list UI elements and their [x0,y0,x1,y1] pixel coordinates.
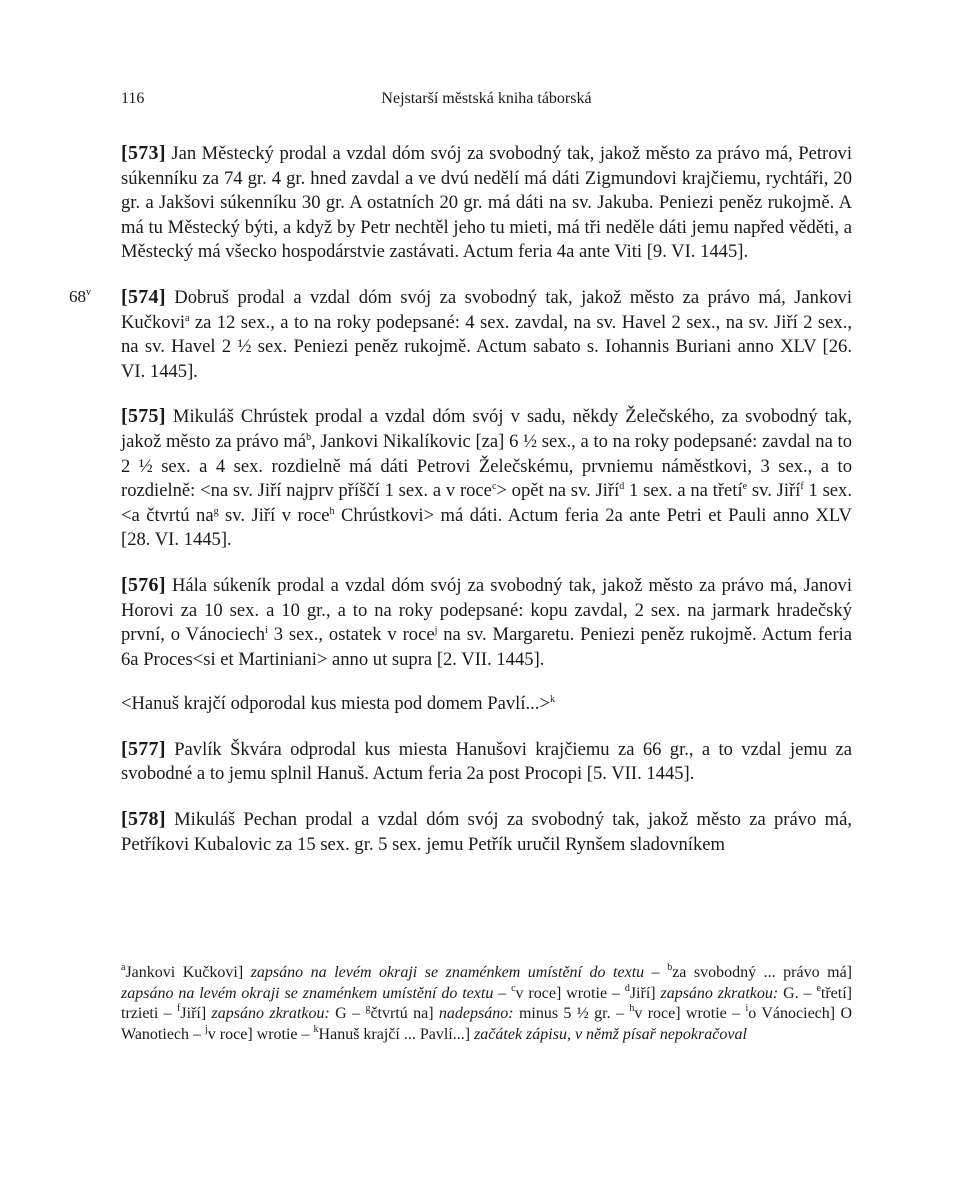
footnote-marker: j [205,1023,208,1035]
entry-text: Hála súkeník prodal a vzdal dóm svój za svobodný tak, jakož město za právo má, Janovi Horovi za 10 sex. a 10 gr., a to na roky podepsané: kopu zavdal, 2 sex. na jarmark hradečský první, o Vánociech$^i$ 3 sex., ostatek v roce$^j$ na sv. Margaretu. Peniezi peněz rukojmě. Actum feria 6a Proces<si et Martiniani> anno ut supra [2. VII. 1445]. [121,574,852,670]
entry-text: Mikuláš Chrústek prodal a vzdal dóm svój v sadu, někdy Želečského, za svobodný tak, jakož město za právo $má^b$, Jankovi Nikalíkovic [za] 6 ½ sex., a to na roky podepsané: zavdal na to 2 ½ sex. a 4 sex. rozdielně má dáti Petrovi Želečskému, prvniemu náměstkovi, 3 sex., a to rozdielně: <na sv. Jiří najprv příščí 1 sex. a v roce$^c$> opět na sv. Jiří$^d$ 1 sex. a na třetí$^e$ sv. Jiří$^f$ 1 sex. <a čtvrtú $na^g$ sv. Jiří v roce$^h$ Chrústkovi> má dáti. Actum feria 2a ante Petri et Pauli anno XLV [28. VI. 1445]. [121,406,852,551]
footnote-editorial-note: zapsáno na levém okraji se znaménkem umístění do textu [121,984,494,1002]
footnote-ref: k [549,694,555,706]
footnote-text: za svobodný ... právo má] [672,964,853,981]
footnote-ref: g [213,505,219,517]
footnote-text: třetí] trzieti – [121,984,852,1023]
entry-number: [577] [121,737,166,760]
footnote-marker: k [313,1023,319,1035]
footnote-ref: j [434,625,438,637]
footnote-ref: h [329,505,335,517]
footnote-text: čtvrtú na] [370,1005,439,1023]
footnotes [121,963,852,1045]
footnote-text: G – [329,1005,366,1023]
entry-number: [574] [121,285,166,308]
footnote-editorial-note: nadepsáno: [438,1005,514,1023]
footnote-text: – [493,984,512,1002]
main-text [69,141,853,877]
unfinished-entry: <Hanuš krajčí odporodal kus miesta pod domem Pavlí...>$^k$ [121,693,555,715]
footnote-marker: c [511,982,516,994]
entry-text: Mikuláš Pechan prodal a vzdal dóm svój za svobodný tak, jakož město za právo má, Petříkovi Kubalovic za 15 sex. gr. 5 sex. jemu Petřík uručil Rynšem sladovníkem [121,809,852,855]
footnote-marker: g [365,1003,371,1015]
footnote-ref: a [185,312,190,324]
footnote-text: v roce] wrotie – [634,1005,746,1023]
entry-576 [121,573,852,672]
footnote-text: v roce] wrotie – [515,984,625,1002]
footnote-text: minus 5 ½ gr. – [513,1005,630,1023]
footnote-ref: b [306,431,312,443]
footnote-text: o Vánociech] O Wanotiech – [121,1005,853,1043]
footnote-ref: i [265,625,268,637]
footnote-marker: i [745,1003,749,1015]
footnote-ref: f [800,481,804,493]
entry-573 [121,141,852,265]
footnote-marker: h [629,1003,635,1015]
entry-text: Pavlík Škvára odprodal kus miesta Hanušovi krajčiemu za 66 gr., a to vzdal jemu za svobodné a to jemu splnil Hanuš. Actum feria 2a post Procopi [5. VII. 1445]. [121,738,853,785]
footnote-editorial-note: zapsáno zkratkou: [660,984,779,1002]
footnote-marker: a [121,962,126,973]
entry-text: Dobruš prodal a vzdal dóm svój za svobodný tak, jakož město za právo má, Jankovi Kučkovi$^a$ za 12 sex., a to na roky podepsané: 4 sex. zavdal, na sv. Havel 2 sex., na sv. Jiří 2 sex., na sv. Havel 2 ½ sex. Peniezi peněz rukojmě. Actum sabato s. Iohannis Buriani anno XLV [26. VI. 1445]. [121,286,852,382]
footnote-ref: e [742,481,748,493]
entry-number: [575] [121,405,166,428]
footnote-editorial-note: zapsáno na levém okraji se znaménkem umístění do textu [250,964,645,981]
entry-number: [578] [121,808,166,831]
footnote-text: Hanuš krajčí ... Pavlí...] [318,1025,475,1043]
entry-number: [576] [121,573,166,596]
entry-574 [69,285,852,384]
entry-575 [121,404,852,553]
footnote-marker: e [816,982,821,994]
entry-577 [121,737,852,787]
footnote-ref: c [491,481,497,493]
footnote-text: G. – [778,984,817,1002]
folio-margin-note: 68$^v$ [69,286,91,306]
entry-text: Jan Městecký prodal a vzdal dóm svój za svobodný tak, jakož město za právo má, Petrovi súkenníku za 74 gr. 4 gr. hned zavdal a ve dvú nedělí má dáti Zigmundovi krajčiemu, rychtáři, 20 gr. a Jakšovi súkenníku 30 gr. A ostatních 20 gr. má dáti na sv. Jakuba. Peniezi peněz rukojmě. A má tu Městecký býti, a když by Petr nechtěl jeho tu mieti, má tři neděle dáti jemu napřed věděti, a Městecký má všecko hospodárstvie zastávati. Actum feria 4a ante Viti [9. VI. 1445]. [121,143,852,263]
footnote-text: Jiří] [180,1005,212,1023]
footnote-editorial-note: začátek zápisu, v němž písař nepokračoval [474,1025,747,1043]
book-title: Nejstarší městská kniha táborská [381,90,592,107]
entry-number: [573] [121,142,166,164]
footnote-text: – [644,964,668,981]
page-number: 116 [121,90,145,107]
footnote-text: v roce] wrotie – [207,1025,314,1043]
footnote-editorial-note: zapsáno zkratkou: [211,1005,330,1023]
footnote-marker: d [624,982,630,994]
footnote-text: Jiří] [629,984,661,1002]
footnote-text: Jankovi Kučkovi] [125,964,251,981]
entry-578 [121,807,852,857]
footnote-ref: d [619,481,625,493]
footnote-marker: b [667,962,673,973]
footnote-marker: f [177,1003,181,1015]
